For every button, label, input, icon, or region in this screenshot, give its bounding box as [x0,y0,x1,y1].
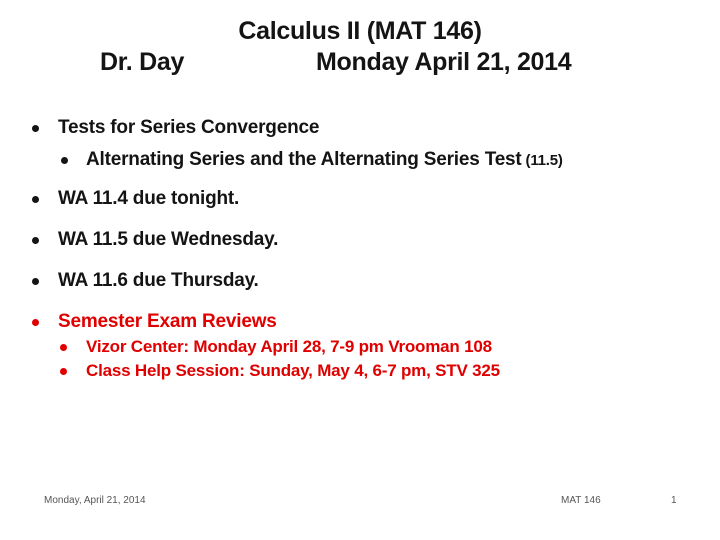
lecture-date: Monday April 21, 2014 [316,48,572,76]
bullet-wa-11-6: WA 11.6 due Thursday. [58,270,259,291]
bullet-dot [61,157,68,164]
footer-date: Monday, April 21, 2014 [44,495,146,506]
bullet-dot [32,237,39,244]
bullet-dot [60,344,67,351]
bullet-dot [32,319,39,326]
bullet-dot [32,278,39,285]
bullet-dot [32,125,39,132]
instructor-name: Dr. Day [100,48,185,76]
slide-title: Calculus II (MAT 146) [238,17,482,45]
bullet-semester-exam-reviews: Semester Exam Reviews [58,311,277,332]
bullet-alternating-series [86,148,563,173]
bullet-dot [60,368,67,375]
bullet-wa-11-4: WA 11.4 due tonight. [58,188,240,209]
section-reference: (11.5) [521,152,563,169]
footer-course: MAT 146 [561,495,601,506]
bullet-class-help-session: Class Help Session: Sunday, May 4, 6-7 pm, STV 325 [86,361,500,380]
footer-page-number: 1 [671,495,677,506]
bullet-dot [32,196,39,203]
bullet-wa-11-5: WA 11.5 due Wednesday. [58,229,279,250]
alternating-series-text: Alternating Series and the Alternating Series Test [86,149,522,170]
bullet-vizor-center: Vizor Center: Monday April 28, 7-9 pm Vrooman 108 [86,337,492,356]
bullet-tests-for-series: Tests for Series Convergence [58,117,320,138]
